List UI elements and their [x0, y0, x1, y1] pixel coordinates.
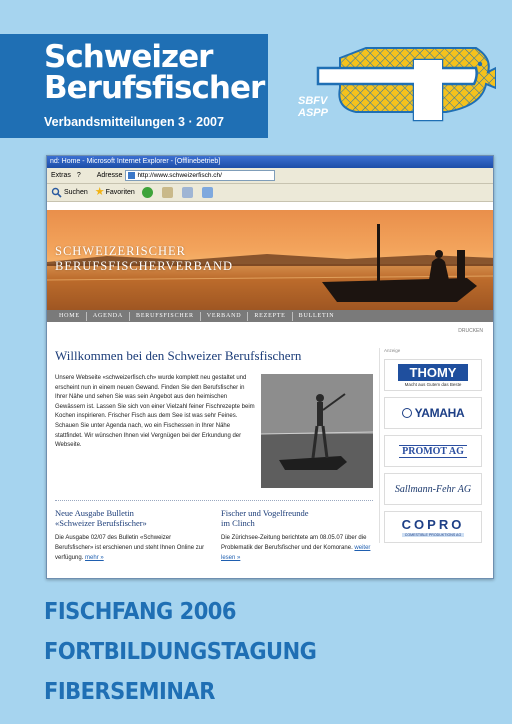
main-column: [55, 348, 373, 561]
sidebar-label: Anzeige: [384, 348, 401, 353]
browser-window: [46, 155, 494, 579]
dotted-divider: [55, 500, 373, 501]
sponsor-sallmann-fehr[interactable]: [384, 473, 482, 505]
print-link[interactable]: DRUCKEN: [458, 328, 483, 334]
masthead: [0, 34, 268, 138]
copro-tagline: COMESTIBLE PRODUKTIONS AG: [402, 533, 465, 537]
sponsor-copro[interactable]: [384, 511, 482, 543]
sbfv-aspp-logo: [296, 38, 496, 130]
menu-item-extras[interactable]: Extras: [51, 172, 71, 179]
news-vogelfreunde-heading: [221, 508, 371, 528]
toolbar: [47, 184, 493, 202]
news-vogelfreunde-read-more-link[interactable]: weiter lesen »: [221, 544, 371, 561]
sallmann-fehr-logo: Sallmann-Fehr AG: [394, 483, 472, 495]
news-bulletin-heading-line2: «Schweizer Berufsfischer»: [55, 518, 147, 528]
mail-button[interactable]: [202, 187, 215, 198]
copro-logo: COPRO: [401, 516, 465, 532]
news-bulletin-body: Die Ausgabe 02/07 des Bulletin «Schweizer Berufsfischer» ist erschienen und steht Ihnen Online zur verfügung.: [55, 535, 205, 561]
nav-home[interactable]: HOME: [53, 312, 87, 321]
history-button[interactable]: [162, 187, 175, 198]
fisherman-photo: [261, 374, 373, 488]
address-field[interactable]: [125, 170, 275, 181]
news-bulletin-text: [55, 534, 205, 563]
masthead-title-line2: Berufsfischer: [44, 70, 265, 106]
site-name: [55, 244, 233, 274]
headline-fischfang: FISCHFANG 2006: [44, 598, 237, 625]
mail-icon: [202, 187, 213, 198]
star-icon: ★: [94, 186, 105, 198]
welcome-heading: Willkommen bei den Schweizer Berufsfischern: [55, 348, 302, 363]
headline-fortbildungstagung: FORTBILDUNGSTAGUNG: [44, 638, 317, 665]
news-bulletin-more-link[interactable]: mehr »: [85, 554, 104, 561]
nav-agenda[interactable]: AGENDA: [87, 312, 130, 321]
sponsor-sidebar: [379, 348, 483, 543]
address-label: Adresse: [96, 172, 123, 179]
menu-item-help[interactable]: ?: [76, 172, 81, 179]
search-button[interactable]: [51, 187, 88, 198]
search-icon: [51, 187, 62, 198]
page-icon: [128, 172, 135, 179]
history-icon: [162, 187, 173, 198]
search-label: Suchen: [64, 189, 88, 196]
site-hero-banner: [47, 210, 493, 310]
news-item-vogelfreunde: [221, 508, 371, 563]
news-vogelfreunde-heading-line2: im Clinch: [221, 518, 255, 528]
thomy-tagline: Macht aus Gutem das Beste: [404, 381, 462, 387]
promot-logo: PROMOT AG: [399, 445, 467, 458]
nav-bulletin[interactable]: BULLETIN: [298, 312, 335, 319]
favorites-label: Favoriten: [105, 189, 135, 196]
logo-text-sbfv: SBFV: [298, 95, 328, 107]
media-icon: [142, 187, 153, 198]
nav-berufsfischer[interactable]: BERUFSFISCHER: [130, 312, 201, 321]
welcome-text: Unsere Webseite «schweizerfisch.ch» wurde komplett neu gestaltet und erscheint nun in einem neuen Gewand. Finden Sie den Berufsfischer in Ihrer Nähe und sehen Sie was sein Angebot aus den heimischen Gewässern ist. Lassen Sie sich von einer Vielzahl feiner Fischrezepte beim Kochen inspirieren. Frischer Fisch aus dem See ist was sehr Feines. Schauen Sie unter Agenda nach, wo ein Fischessen in Ihrer Nähe stattfindet. Wir wünschen Ihnen viel Vergnügen bei der Erkundung der Webseite.: [55, 375, 255, 449]
news-bulletin-heading-line1: Neue Ausgabe Bulletin: [55, 508, 134, 518]
headline-fiberseminar: FIBERSEMINAR: [44, 678, 215, 705]
window-title: nd: Home - Microsoft Internet Explorer - [Offlinebetrieb]: [47, 156, 493, 168]
favorites-button[interactable]: [95, 187, 135, 198]
yamaha-logo: YAMAHA: [414, 406, 465, 420]
media-button[interactable]: [142, 187, 155, 198]
address-url: http://www.schweizerfisch.ch/: [137, 172, 222, 179]
news-vogelfreunde-body: Die Zürichsee-Zeitung berichtete am 08.05.07 über die Problematik der Berufsfischer und der Komorane.: [221, 535, 367, 551]
news-bulletin-heading: [55, 508, 205, 528]
logo-text-aspp: ASPP: [298, 107, 328, 119]
sponsor-yamaha[interactable]: [384, 397, 482, 429]
masthead-subtitle: Verbandsmitteilungen 3 · 2007: [44, 115, 224, 129]
site-nav: [47, 310, 493, 322]
news-vogelfreunde-text: [221, 534, 371, 563]
site-name-line2: BERUFSFISCHERVERBAND: [55, 259, 234, 273]
sponsor-thomy[interactable]: [384, 359, 482, 391]
sponsor-promot[interactable]: [384, 435, 482, 467]
news-vogelfreunde-heading-line1: Fischer und Vogelfreunde: [221, 508, 309, 518]
masthead-title-line1: Schweizer: [44, 39, 213, 75]
menu-bar: [47, 168, 493, 184]
nav-verband[interactable]: VERBAND: [201, 312, 249, 321]
site-name-line1: SCHWEIZERISCHER: [55, 244, 186, 258]
thomy-logo: THOMY: [398, 364, 469, 381]
print-button[interactable]: [182, 187, 195, 198]
yamaha-emblem-icon: [402, 408, 412, 418]
nav-rezepte[interactable]: REZEPTE: [248, 312, 292, 321]
fisherman-boat-image: [261, 374, 373, 488]
printer-icon: [182, 187, 193, 198]
news-item-bulletin: [55, 508, 205, 563]
